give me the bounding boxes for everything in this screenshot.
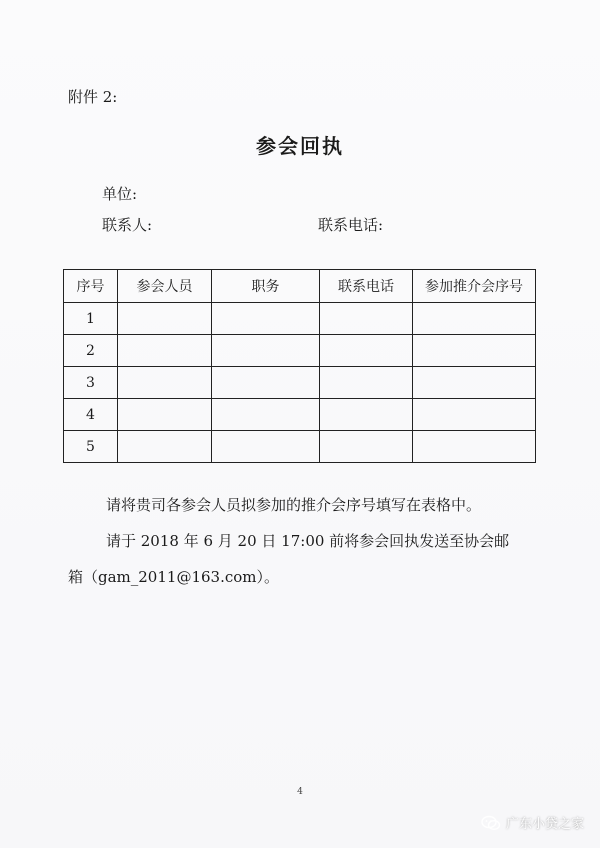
unit-label: 单位: [102, 185, 138, 203]
session-cell[interactable] [413, 367, 536, 399]
phone-label: 联系电话: [318, 216, 384, 234]
attendee-cell[interactable] [118, 367, 212, 399]
attendee-cell[interactable] [118, 303, 212, 335]
session-cell[interactable] [413, 335, 536, 367]
position-cell[interactable] [212, 399, 320, 431]
row-number: 2 [64, 335, 118, 367]
header-phone: 联系电话 [320, 270, 413, 303]
table-row [64, 367, 536, 399]
row-number: 5 [64, 431, 118, 463]
instruction-line-2: 请于 2018 年 6 月 20 日 17:00 前将参会回执发送至协会邮 [106, 532, 510, 550]
instruction-line-3: 箱（gam_2011@163.com）。 [68, 568, 279, 586]
page-number: 4 [297, 787, 303, 797]
wechat-icon [481, 815, 501, 831]
account-watermark [481, 813, 584, 832]
position-cell[interactable] [212, 431, 320, 463]
page-title: 参会回执 [256, 134, 344, 158]
instruction-line-1: 请将贵司各参会人员拟参加的推介会序号填写在表格中。 [106, 496, 482, 514]
registration-table [63, 269, 536, 463]
phone-cell[interactable] [320, 399, 413, 431]
watermark-text: 广东小贷之家 [505, 817, 584, 832]
table-row [64, 431, 536, 463]
position-cell[interactable] [212, 303, 320, 335]
table-row [64, 303, 536, 335]
phone-cell[interactable] [320, 335, 413, 367]
session-cell[interactable] [413, 399, 536, 431]
phone-cell[interactable] [320, 431, 413, 463]
row-number: 1 [64, 303, 118, 335]
table-row [64, 399, 536, 431]
header-session-no: 参加推介会序号 [413, 270, 536, 303]
table-row [64, 335, 536, 367]
row-number: 3 [64, 367, 118, 399]
row-number: 4 [64, 399, 118, 431]
attendee-cell[interactable] [118, 335, 212, 367]
session-cell[interactable] [413, 303, 536, 335]
header-serial: 序号 [64, 270, 118, 303]
contact-label: 联系人: [102, 216, 153, 234]
position-cell[interactable] [212, 335, 320, 367]
phone-cell[interactable] [320, 303, 413, 335]
position-cell[interactable] [212, 367, 320, 399]
header-position: 职务 [212, 270, 320, 303]
table-header-row [64, 270, 536, 303]
header-attendee: 参会人员 [118, 270, 212, 303]
session-cell[interactable] [413, 431, 536, 463]
phone-cell[interactable] [320, 367, 413, 399]
attendee-cell[interactable] [118, 431, 212, 463]
attendee-cell[interactable] [118, 399, 212, 431]
attachment-label: 附件 2: [68, 88, 118, 106]
